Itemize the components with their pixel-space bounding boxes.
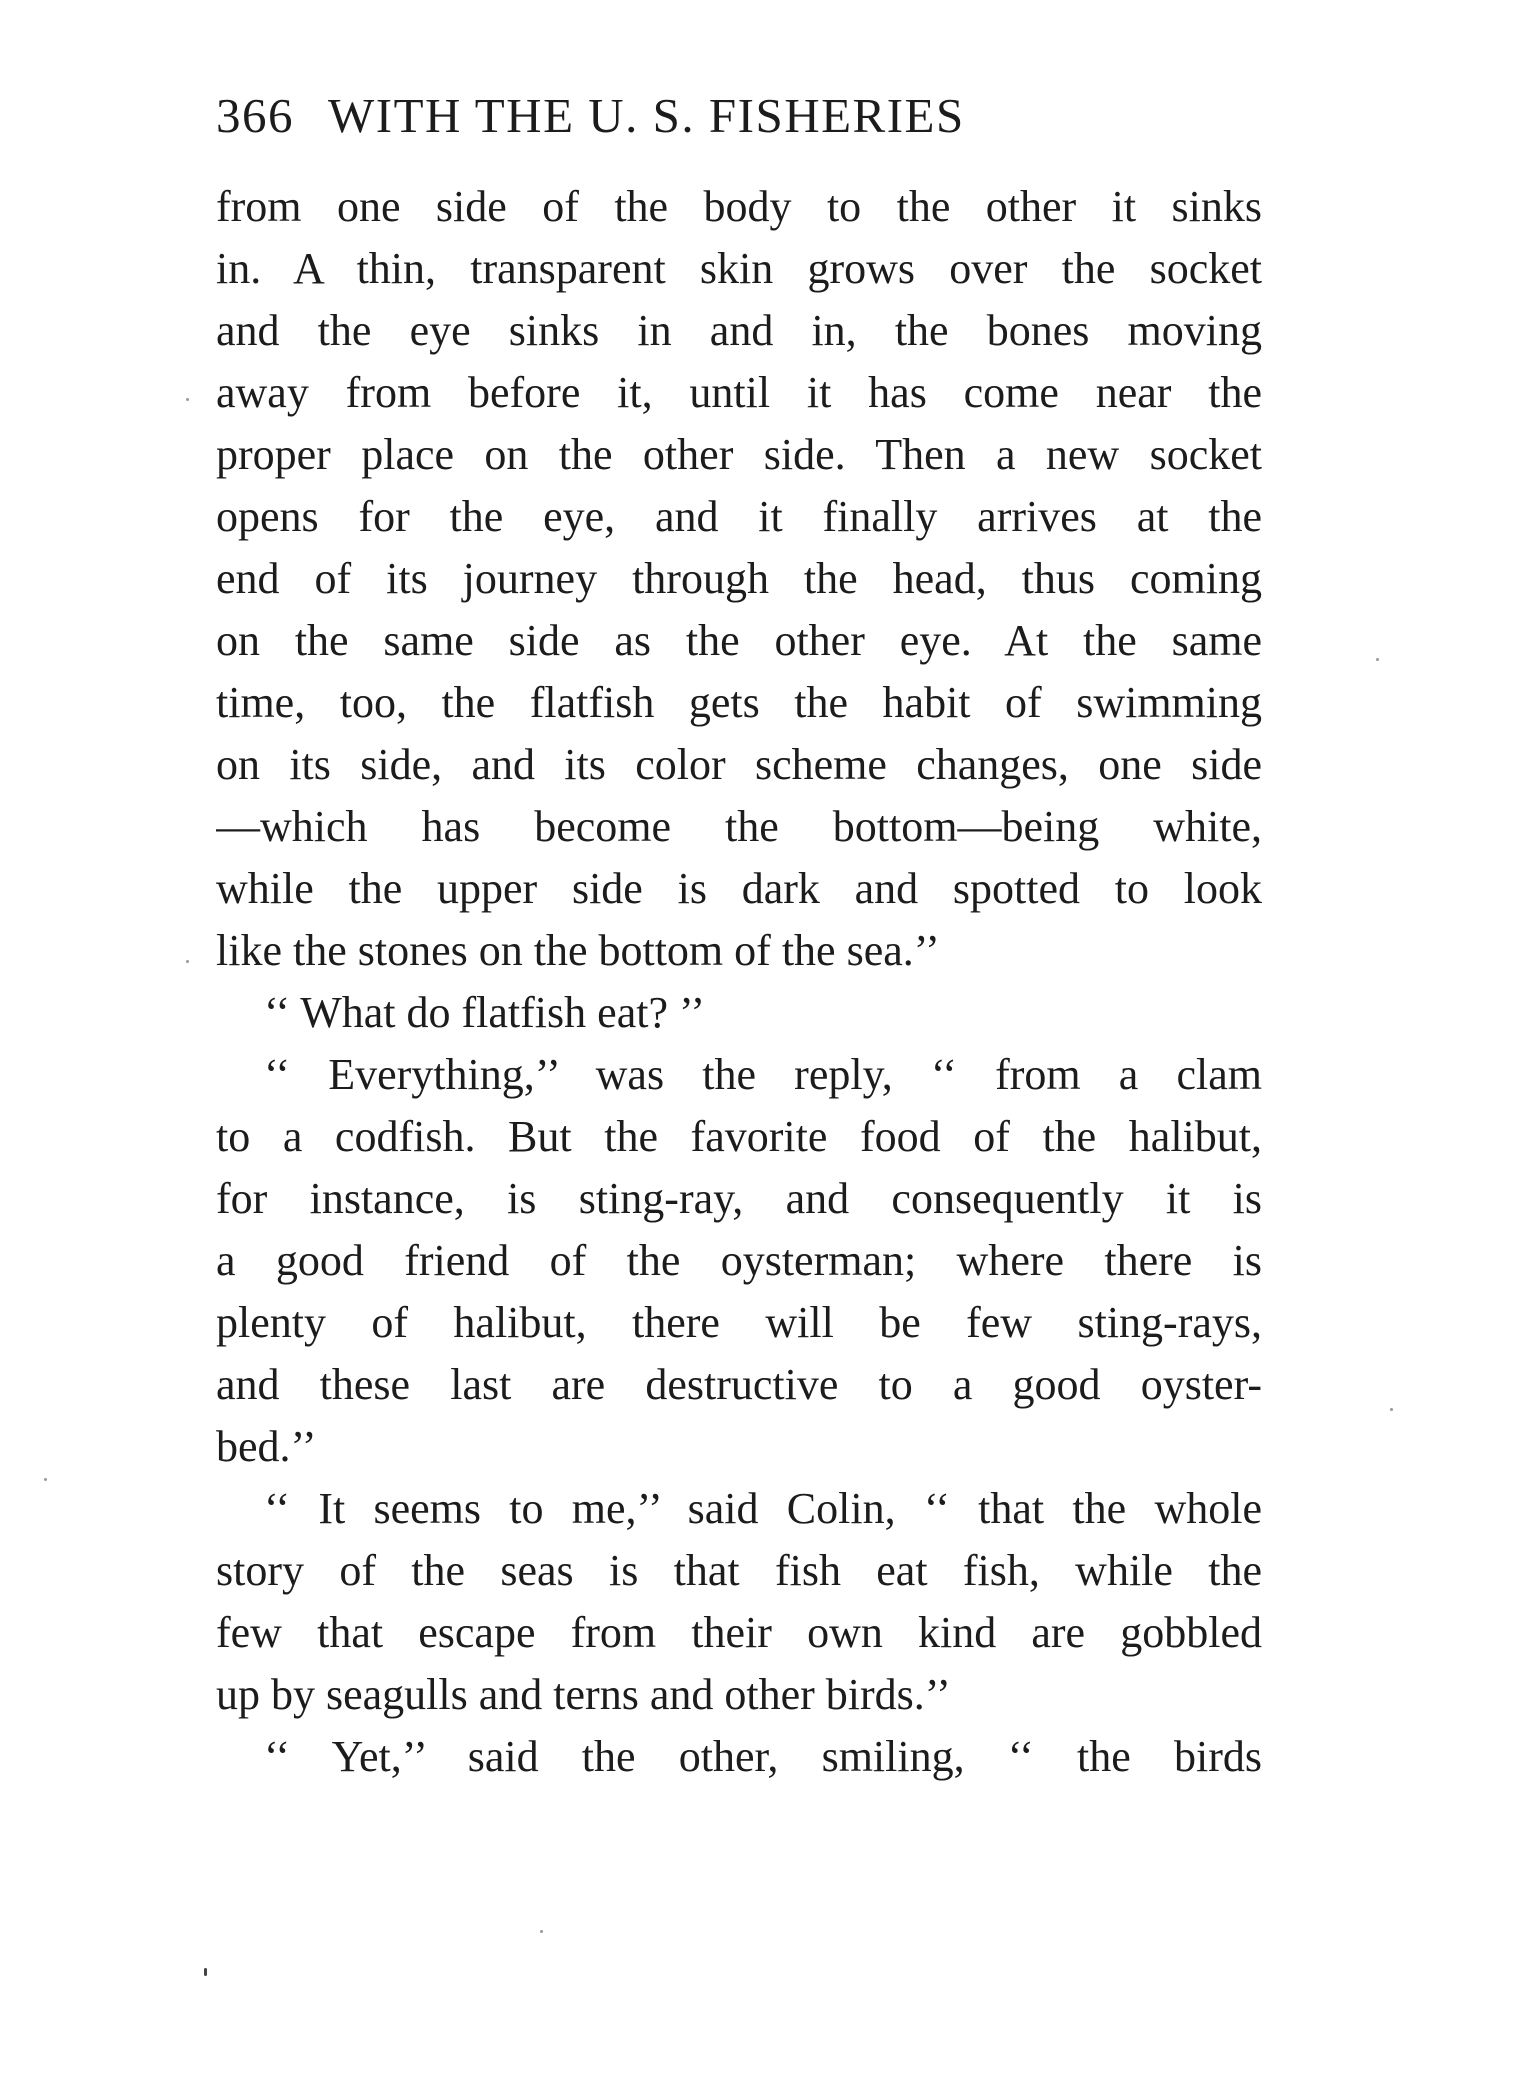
- page-number: 366: [216, 88, 294, 143]
- text-line: proper place on the other side. Then a new socket: [216, 430, 1262, 479]
- paper-speck: [1376, 658, 1379, 661]
- text-line: away from before it, until it has come near the: [216, 368, 1262, 417]
- text-line: bed.’’: [216, 1422, 317, 1471]
- text-line: ‘‘ What do flatfish eat? ’’: [264, 988, 706, 1037]
- text-line: few that escape from their own kind are gobbled: [216, 1608, 1262, 1657]
- text-line: and these last are destructive to a good oyster-: [216, 1360, 1262, 1409]
- text-line: ‘‘ Yet,’’ said the other, smiling, ‘‘ the birds: [264, 1732, 1262, 1781]
- text-line: in. A thin, transparent skin grows over the socket: [216, 244, 1262, 293]
- text-line: while the upper side is dark and spotted to look: [216, 864, 1262, 913]
- text-line: story of the seas is that fish eat fish, while the: [216, 1546, 1262, 1595]
- text-line: ‘‘ It seems to me,’’ said Colin, ‘‘ that the whole: [264, 1484, 1262, 1533]
- text-line: from one side of the body to the other it sinks: [216, 182, 1262, 231]
- running-head: [216, 84, 1146, 148]
- text-line: on the same side as the other eye. At the same: [216, 616, 1262, 665]
- text-line: ‘‘ Everything,’’ was the reply, ‘‘ from a clam: [264, 1050, 1262, 1099]
- text-line: —which has become the bottom—being white,: [216, 802, 1262, 851]
- body-text: [216, 176, 1262, 1788]
- text-line: time, too, the flatfish gets the habit of swimming: [216, 678, 1262, 727]
- text-line: end of its journey through the head, thus coming: [216, 554, 1262, 603]
- paper-speck: [186, 398, 189, 401]
- paper-speck: [540, 1930, 543, 1933]
- text-line: a good friend of the oysterman; where there is: [216, 1236, 1262, 1285]
- text-line: like the stones on the bottom of the sea.’’: [216, 926, 940, 975]
- text-line: opens for the eye, and it finally arrives at the: [216, 492, 1262, 541]
- paper-speck: [1390, 1408, 1393, 1411]
- text-line: up by seagulls and terns and other birds.’’: [216, 1670, 951, 1719]
- text-line: for instance, is sting-ray, and consequently it is: [216, 1174, 1262, 1223]
- text-line: to a codfish. But the favorite food of the halibut,: [216, 1112, 1262, 1161]
- text-line: plenty of halibut, there will be few sting-rays,: [216, 1298, 1262, 1347]
- paper-speck: [186, 960, 189, 963]
- text-line: on its side, and its color scheme changes, one side: [216, 740, 1262, 789]
- text-line: and the eye sinks in and in, the bones moving: [216, 306, 1262, 355]
- paper-speck: [204, 1968, 207, 1976]
- running-title: WITH THE U. S. FISHERIES: [328, 88, 965, 143]
- paper-speck: [44, 1478, 47, 1481]
